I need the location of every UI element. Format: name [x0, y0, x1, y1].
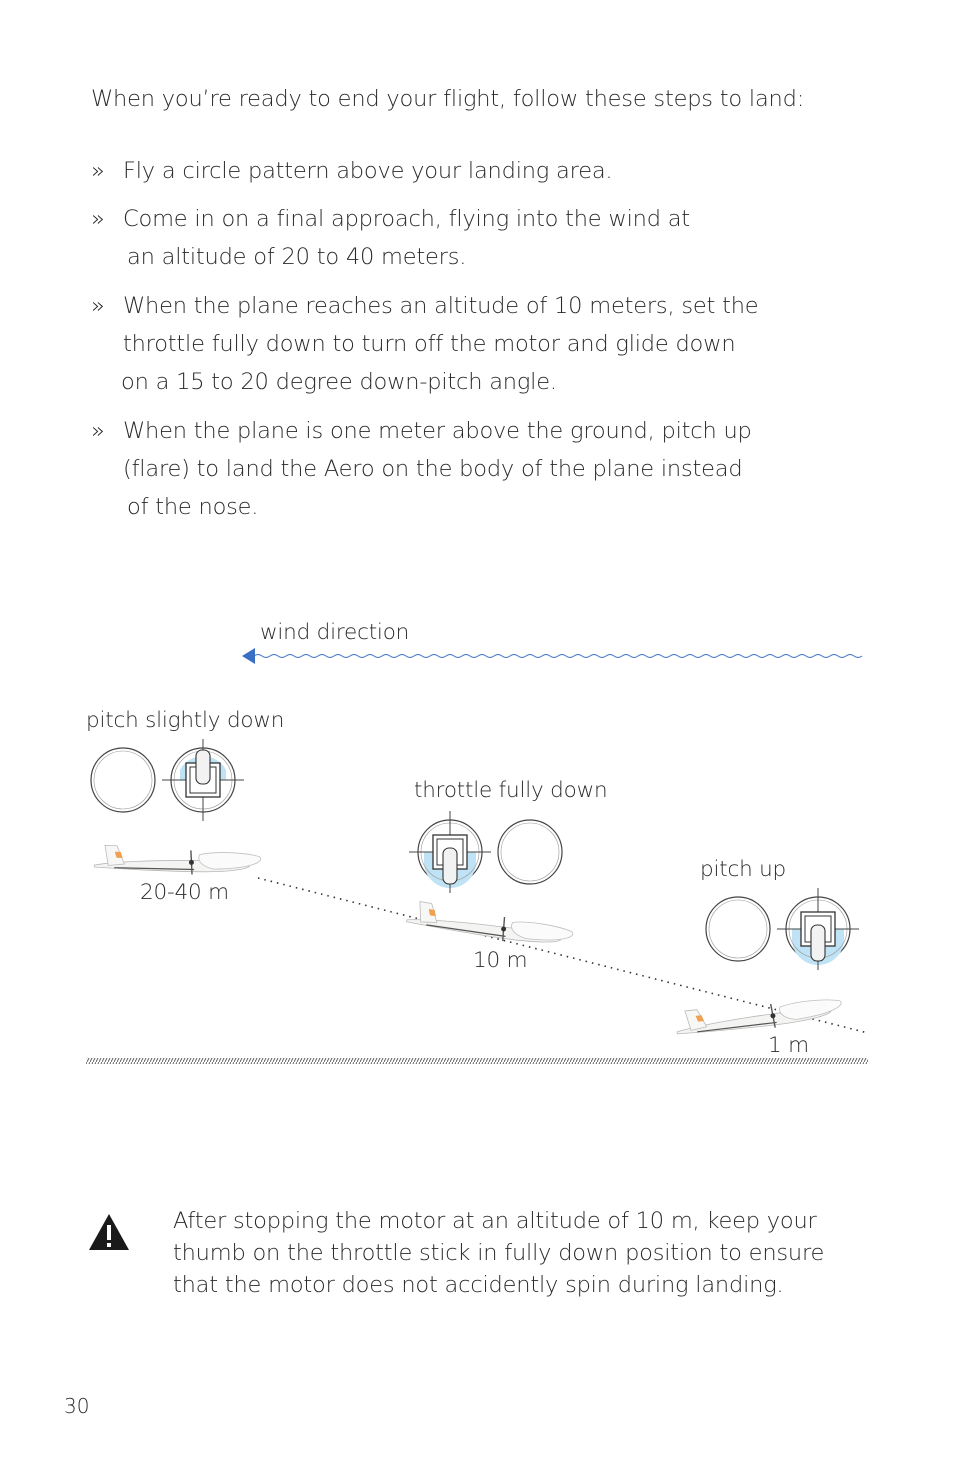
- step-line: When the plane is one meter above the ground, pitch up: [123, 418, 752, 444]
- stage1-label: pitch slightly down: [86, 708, 285, 733]
- step-line: When the plane reaches an altitude of 10 meters, set the: [123, 293, 759, 319]
- bullet-mark: »: [91, 158, 105, 184]
- step-line: on a 15 to 20 degree down-pitch angle.: [121, 369, 557, 395]
- step-2: [91, 200, 690, 276]
- plane-stage1: [94, 845, 261, 877]
- stage2-altitude: 10 m: [473, 948, 528, 973]
- intro-text: When you’re ready to end your flight, follow these steps to land:: [91, 86, 805, 112]
- plane-stage2: [406, 900, 574, 952]
- step-line: Fly a circle pattern above your landing area.: [123, 158, 613, 184]
- ground-line: [86, 1058, 868, 1064]
- wind-arrow: [242, 648, 862, 664]
- bullet-mark: »: [91, 293, 105, 319]
- step-line: Come in on a final approach, flying into the wind at: [123, 206, 690, 232]
- step-1: [91, 152, 612, 190]
- stage3-sticks: [706, 888, 859, 970]
- step-3: [91, 287, 758, 401]
- bullet-mark: »: [91, 206, 105, 232]
- stage1-sticks: [91, 739, 244, 821]
- step-line: of the nose.: [127, 494, 259, 520]
- step-line: (flare) to land the Aero on the body of the plane instead: [123, 456, 743, 482]
- diagram-graphics: [0, 600, 954, 1080]
- page-number: 30: [64, 1394, 90, 1418]
- step-line: throttle fully down to turn off the motor and glide down: [123, 331, 736, 357]
- bullet-mark: »: [91, 418, 105, 444]
- stage1-altitude: 20-40 m: [140, 880, 229, 905]
- stage3-label: pitch up: [700, 857, 787, 882]
- landing-diagram: [0, 600, 954, 1080]
- plane-stage3: [675, 995, 843, 1038]
- warning-text: After stopping the motor at an altitude of 10 m, keep your thumb on the throttle stick in fully down position to ensure that the motor does not accidently spin during landing.: [173, 1208, 825, 1298]
- step-line: an altitude of 20 to 40 meters.: [127, 244, 467, 270]
- stage2-sticks: [409, 811, 562, 893]
- glide-path: [258, 878, 868, 1033]
- warning-icon: [87, 1212, 131, 1252]
- stage2-label: throttle fully down: [414, 778, 608, 803]
- step-4: [91, 412, 752, 526]
- stage3-altitude: 1 m: [768, 1033, 809, 1058]
- wind-direction-label: wind direction: [260, 620, 410, 645]
